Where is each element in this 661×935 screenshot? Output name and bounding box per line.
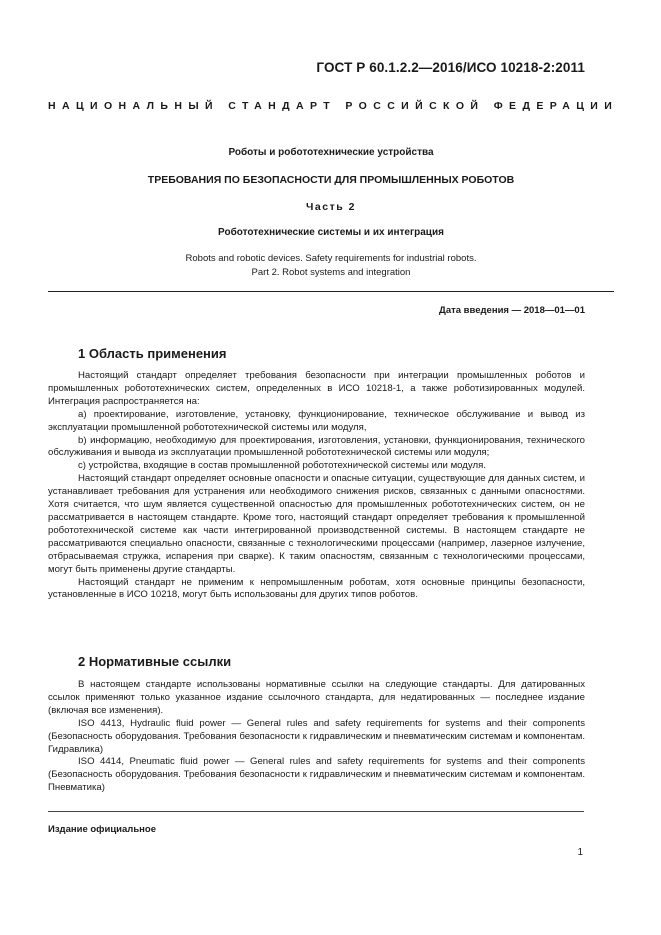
paragraph: Настоящий стандарт не применим к непромышленным роботам, хотя основные принципы безопасности, установленные в ИСО 10218, могут быть использованы для других типов роботов. [48, 576, 585, 601]
paragraph: Настоящий стандарт определяет требования безопасности при интеграции промышленных роботов и промышленных робототехнических систем, определенных в ИСО 10218-1, а также роботизированных модулей. Интеграция распространяется на: [48, 370, 585, 407]
paragraph: ISO 4414, Pneumatic fluid power — General rules and safety requirements for systems and their components (Безопасность оборудования. Требования безопасности к гидравлическим и пневматическим системам и компонентам. Пневматика) [48, 756, 585, 794]
standard-series: Роботы и робототехнические устройства [228, 147, 434, 158]
section-body-references [48, 679, 585, 795]
standard-title: ТРЕБОВАНИЯ ПО БЕЗОПАСНОСТИ ДЛЯ ПРОМЫШЛЕННЫХ РОБОТОВ [147, 174, 515, 186]
paragraph: c) устройства, входящие в состав промышленной робототехнической системы или модуля. [78, 460, 486, 472]
section-heading-references: 2 Нормативные ссылки [78, 654, 232, 669]
footer-divider [48, 811, 584, 812]
part-label: Часть 2 [306, 201, 356, 213]
official-edition-label: Издание официальное [48, 824, 156, 835]
introduction-date: Дата введения — 2018—01—01 [439, 305, 585, 316]
english-title [48, 252, 614, 280]
paragraph: Настоящий стандарт определяет основные опасности и опасные ситуации, существующие для данных систем, и устанавливает требования для устранения или необходимого снижения рисков, связанных с данными опасностями. Хотя считается, что шум является существенной опасностью для промышленных робототехнических систем, он не рассматривается в настоящем стандарте. Кроме того, настоящий стандарт определяет требования к промышленной робототехнической системе как части интегрированной производственной системы. В настоящем стандарте не рассматриваются специально опасности, связанные с технологическими процессами (например, лазерное излучение, отбрасываемая стружка, испарения при сварке). К таким опасностям, связанным с технологическими процессами, могут быть применены другие стандарты. [48, 473, 585, 575]
section-body-scope [48, 370, 585, 602]
document-code: ГОСТ Р 60.1.2.2—2016/ИСО 10218-2:2011 [316, 60, 585, 75]
paragraph: В настоящем стандарте использованы нормативные ссылки на следующие стандарты. Для датированных ссылок применяют только указанное издание ссылочного стандарта, для недатированных — последнее издание (включая все изменения). [48, 679, 585, 716]
section-heading-scope: 1 Область применения [78, 346, 227, 361]
paragraph: b) информацию, необходимую для проектирования, изготовления, установки, функционирования, технического обслуживания и вывода из эксплуатации промышленной робототехнической системы или модуля; [48, 434, 585, 459]
part-subtitle: Робототехнические системы и их интеграция [218, 227, 444, 238]
english-title-line: Part 2. Robot systems and integration [251, 267, 411, 278]
national-standard-banner: НАЦИОНАЛЬНЫЙ СТАНДАРТ РОССИЙСКОЙ ФЕДЕРАЦИИ [48, 100, 619, 112]
paragraph: a) проектирование, изготовление, установку, функционирование, техническое обслуживание и вывод из эксплуатации промышленной робототехнической системы или модуля, [48, 408, 585, 433]
page-number: 1 [577, 847, 583, 858]
english-title-line: Robots and robotic devices. Safety requirements for industrial robots. [185, 253, 477, 264]
paragraph: ISO 4413, Hydraulic fluid power — General rules and safety requirements for systems and their components (Безопасность оборудования. Требования безопасности к гидравлическим и пневматическим системам и компонентам. Гидравлика) [48, 717, 585, 755]
title-divider [48, 291, 614, 292]
